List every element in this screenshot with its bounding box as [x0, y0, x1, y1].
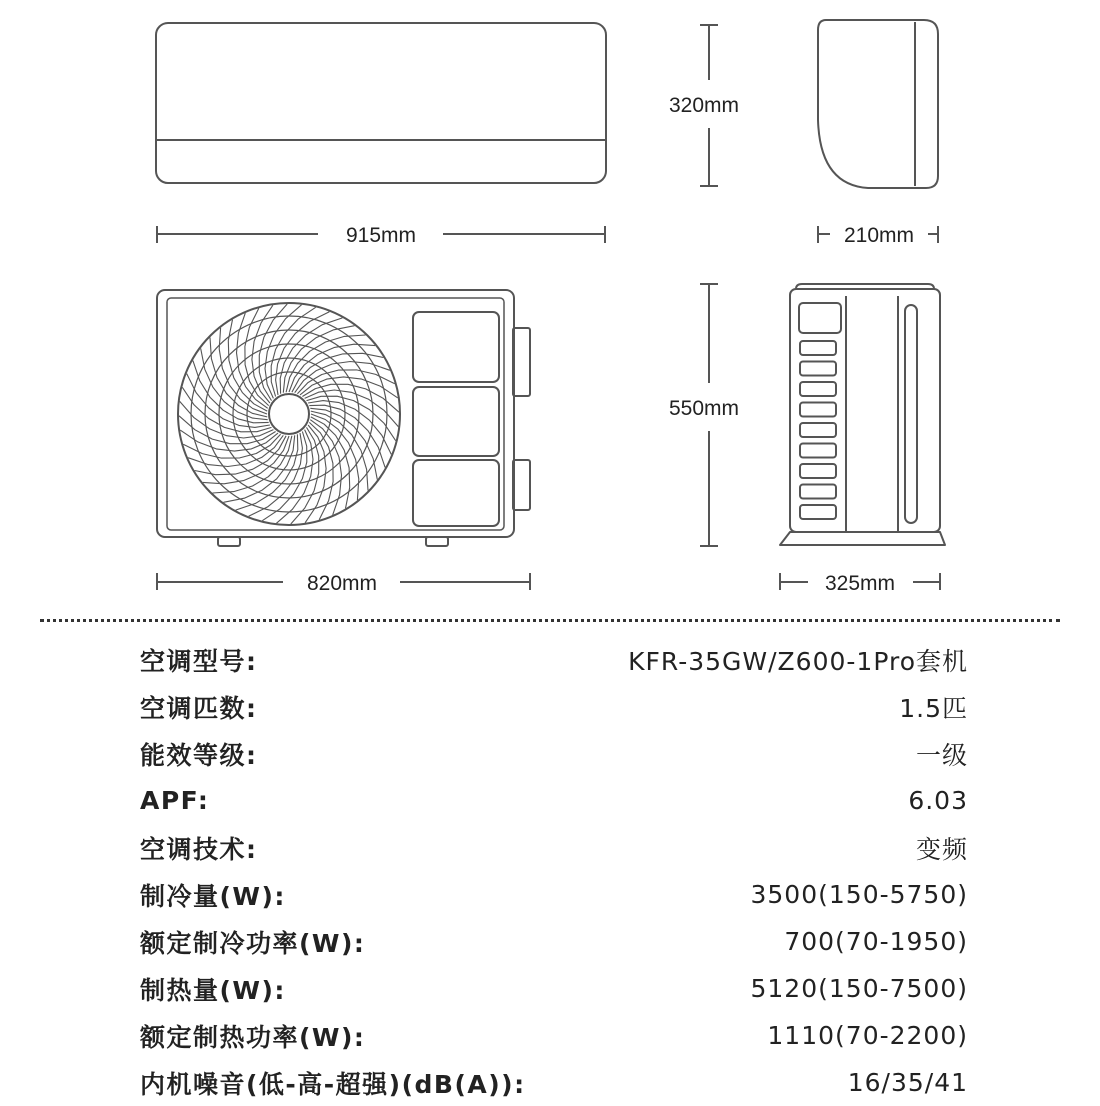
spec-row-energy-grade	[140, 730, 968, 777]
side-vent-slot	[800, 464, 836, 478]
dotted-divider	[40, 619, 1060, 622]
spec-value: 3500(150-5750)	[750, 880, 968, 909]
side-vent-slot	[800, 485, 836, 499]
spec-value: 变频	[915, 834, 968, 864]
spec-table	[140, 636, 968, 1106]
fan-blade-line	[280, 318, 342, 394]
spec-label: 空调技术:	[140, 834, 258, 864]
fan-blade-line	[193, 361, 269, 423]
side-vent-slot	[800, 444, 836, 458]
outdoor-unit-side	[780, 284, 945, 545]
spec-label: 制冷量(W):	[140, 881, 286, 911]
spec-value: 5120(150-7500)	[750, 974, 968, 1003]
indoor-depth-label: 210mm	[843, 224, 915, 247]
spec-value: 一级	[915, 740, 968, 770]
spec-row-heating-capacity	[140, 965, 968, 1012]
spec-value: 16/35/41	[847, 1068, 968, 1097]
spec-row-cooling-capacity	[140, 871, 968, 918]
indoor-unit-front	[156, 23, 606, 183]
indoor-unit-side	[818, 20, 938, 188]
outdoor-height-label: 550mm	[668, 397, 740, 420]
spec-label: 能效等级:	[140, 740, 258, 770]
spec-value: 700(70-1950)	[784, 927, 968, 956]
spec-label: 空调型号:	[140, 646, 258, 676]
spec-row-technology	[140, 824, 968, 871]
side-vent-slot	[800, 382, 836, 396]
spec-label: 空调匹数:	[140, 693, 258, 723]
spec-label: 制热量(W):	[140, 975, 286, 1005]
spec-label: APF:	[140, 786, 210, 815]
spec-label: 额定制冷功率(W):	[140, 928, 366, 958]
spec-label: 额定制热功率(W):	[140, 1022, 366, 1052]
fan-blade-line	[309, 405, 385, 467]
spec-row-noise	[140, 1059, 968, 1106]
spec-value: 1110(70-2200)	[767, 1021, 968, 1050]
spec-value: 6.03	[908, 786, 968, 815]
indoor-height-label: 320mm	[668, 94, 740, 117]
spec-value: KFR-35GW/Z600-1Pro套机	[628, 646, 968, 676]
fan-hub	[269, 394, 309, 434]
spec-row-model	[140, 636, 968, 683]
spec-row-apf	[140, 777, 968, 824]
side-vent-slot	[800, 362, 836, 376]
side-vent-slot	[800, 403, 836, 417]
outdoor-width-label: 820mm	[306, 572, 378, 595]
indoor-width-label: 915mm	[345, 224, 417, 247]
outdoor-depth-label: 325mm	[824, 572, 896, 595]
side-vent-slot	[800, 341, 836, 355]
fan-blade-line	[236, 434, 298, 510]
fan-grille	[178, 303, 400, 525]
spec-label: 内机噪音(低-高-超强)(dB(A)):	[140, 1069, 526, 1099]
spec-row-cooling-power	[140, 918, 968, 965]
outdoor-unit-front	[157, 290, 530, 546]
spec-value: 1.5匹	[899, 693, 968, 723]
side-vent-slot	[800, 505, 836, 519]
spec-row-horsepower	[140, 683, 968, 730]
side-vent-slot	[800, 423, 836, 437]
spec-row-heating-power	[140, 1012, 968, 1059]
